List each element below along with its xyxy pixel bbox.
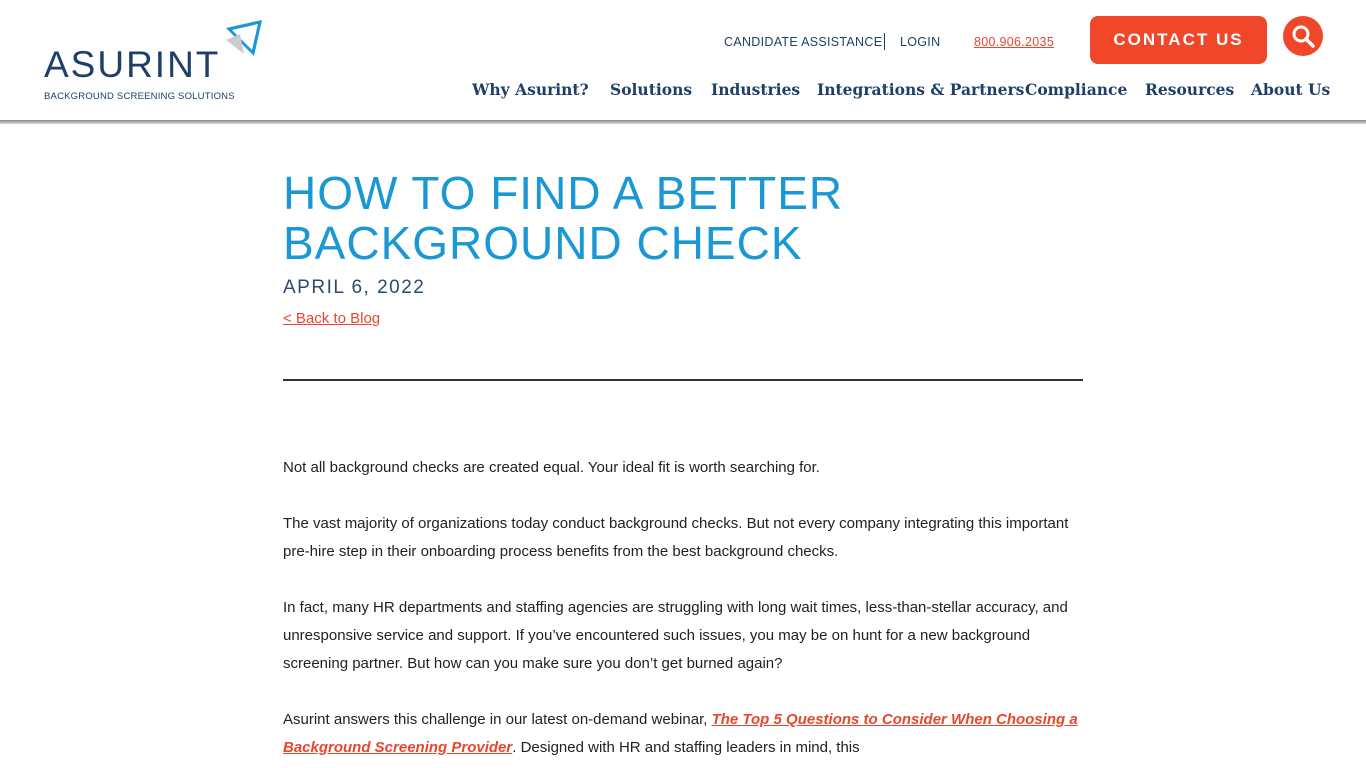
- contact-us-button[interactable]: CONTACT US: [1090, 16, 1267, 64]
- nav-solutions[interactable]: Solutions: [610, 80, 693, 99]
- content-divider: [283, 379, 1083, 381]
- phone-link[interactable]: 800.906.2035: [974, 35, 1055, 49]
- back-to-blog-link[interactable]: < Back to Blog: [283, 310, 381, 327]
- site-header: [0, 0, 1366, 120]
- candidate-assistance-link[interactable]: CANDIDATE ASSISTANCE: [724, 35, 883, 49]
- utility-divider: [884, 33, 885, 50]
- logo-tagline: BACKGROUND SCREENING SOLUTIONS: [44, 91, 235, 102]
- article-paragraph: The vast majority of organizations today conduct background checks. But not every company integrating this important pre-hire step in their onboarding process benefits from the best background checks.: [283, 515, 1069, 560]
- logo-wordmark: ASURINT: [44, 44, 221, 85]
- search-icon: [1291, 24, 1315, 48]
- logo-mark-icon: [222, 20, 264, 60]
- article-title: HOW TO FIND A BETTER BACKGROUND CHECK: [283, 167, 844, 269]
- article-paragraph: Not all background checks are created equal. Your ideal fit is worth searching for.: [283, 459, 820, 476]
- login-link[interactable]: LOGIN: [900, 35, 941, 49]
- article-paragraph-webinar: [283, 706, 1083, 762]
- nav-why-asurint[interactable]: Why Asurint?: [472, 80, 589, 99]
- asurint-logo[interactable]: [44, 20, 266, 104]
- paragraph-text: Asurint answers this challenge in our latest on-demand webinar,: [283, 711, 712, 728]
- header-shadow: [0, 120, 1366, 124]
- search-button[interactable]: [1283, 16, 1323, 56]
- nav-industries[interactable]: Industries: [711, 80, 801, 99]
- article-date: APRIL 6, 2022: [283, 277, 426, 298]
- paragraph-text: . Designed with HR and staffing leaders in mind, this: [512, 739, 860, 756]
- nav-resources[interactable]: Resources: [1145, 80, 1235, 99]
- webinar-link[interactable]: The Top 5 Questions to Consider When Choosing a Background Screening Provider: [283, 711, 1078, 756]
- nav-integrations-partners[interactable]: Integrations & Partners: [817, 80, 1025, 99]
- nav-about-us[interactable]: About Us: [1251, 80, 1331, 99]
- nav-compliance[interactable]: Compliance: [1025, 80, 1128, 99]
- article-paragraph: In fact, many HR departments and staffing agencies are struggling with long wait times, less-than-stellar accuracy, and unresponsive service and support. If you’ve encountered such issues, you may be on hunt for a new background screening partner. But how can you make sure you don’t get burned again?: [283, 599, 1068, 672]
